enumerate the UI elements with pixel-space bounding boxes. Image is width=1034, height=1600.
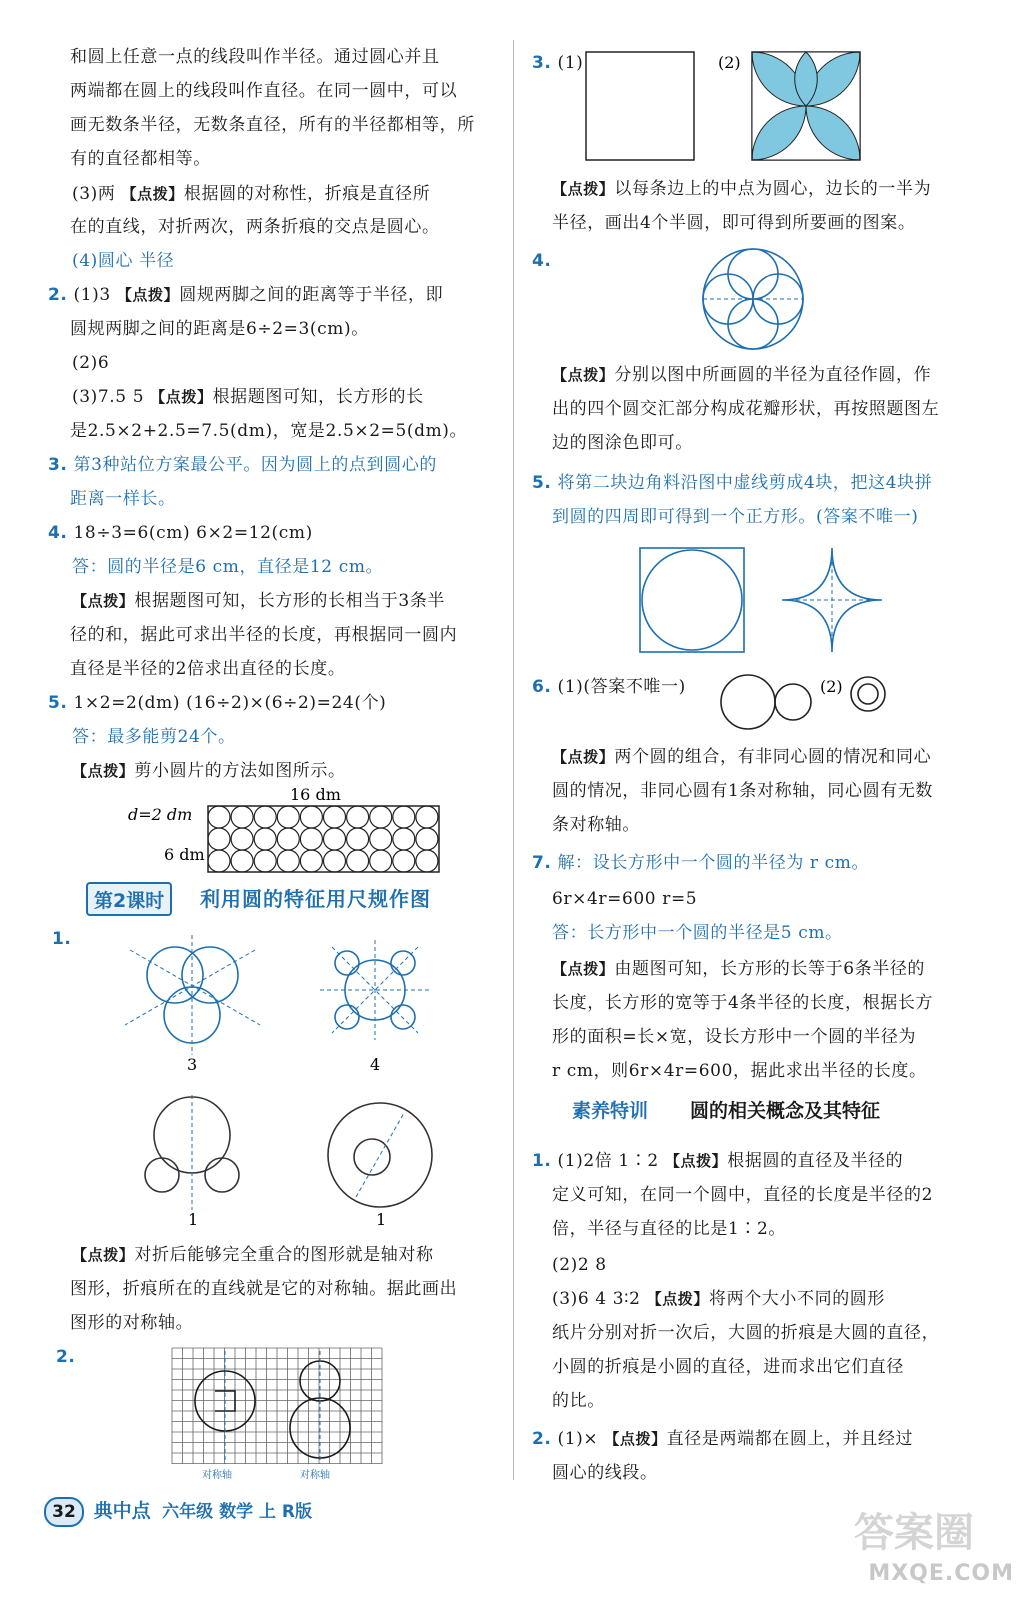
tip-text: 对折后能够完全重合的图形就是轴对称 [134,1245,434,1265]
calc-line: 1×2=2(dm) (16÷2)×(6÷2)=24(个) [73,693,387,713]
small-circle [231,828,253,850]
tip-text: r cm，则6r×4r=600，据此求出半径的长度。 [552,1061,927,1081]
small-circle [300,828,322,850]
tip-text: 以每条边上的中点为圆心，边长的一半为 [614,179,932,199]
small-circle [254,828,276,850]
answer-text: 答：圆的半径是6 cm，直径是12 cm。 [72,557,384,577]
tip-text: 图形，折痕所在的直线就是它的对称轴。据此画出 [70,1279,458,1299]
tip-text: 根据圆的对称性，折痕是直径所 [183,184,431,204]
two-circles-figure [700,672,890,730]
small-circle [231,806,253,828]
tip-marker: 【点拨】 [552,960,615,978]
axis-count-label: 1 [376,1210,387,1229]
question-number: 3. [48,455,68,475]
small-circle [393,850,415,872]
circle-grid-figure [120,786,480,862]
question-number: 2. [48,285,68,305]
answer-text: 解：设长方形中一个圆的半径为 r cm。 [557,853,870,873]
answer-text: 距离一样长。 [70,489,176,509]
axis-label: 对称轴 [202,1470,232,1481]
tip-text: 边的图涂色即可。 [552,433,693,453]
tip-text: 图形的对称轴。 [70,1313,194,1333]
question-7 [532,852,869,874]
small-circle [393,806,415,828]
small-circle [347,828,369,850]
page-footer [44,1496,312,1527]
tip-line [552,746,931,768]
tip-marker: 【点拨】 [121,185,184,203]
s-question-2 [532,1428,913,1450]
question-number: 2. [532,1429,552,1449]
question-number: 1. [532,1151,552,1171]
section-tag: 素养特训 [572,1100,649,1122]
tip-text: 根据题图可知，长方形的长相当于3条半 [134,591,446,611]
question-number: 6. [532,677,552,697]
lesson-title: 利用圆的特征用尺规作图 [200,887,431,911]
tip-marker: 【点拨】 [116,286,180,304]
tip-text: 出的四个圆交汇部分构成花瓣形状，再按照题图左 [552,399,940,419]
calc-line: 18÷3=6(cm) 6×2=12(cm) [73,523,313,543]
question-number: 4. [532,251,552,271]
small-circle [254,806,276,828]
column-divider [513,40,514,1480]
tip-marker: 【点拨】 [552,366,615,384]
small-circle [277,828,299,850]
tip-marker: 【点拨】 [646,1290,709,1308]
question-3 [532,52,583,74]
question-2 [48,284,443,306]
equation-line: 6r×4r=600 r=5 [552,889,698,909]
question-5 [48,692,386,714]
small-circle [416,828,438,850]
small-circle [324,828,346,850]
question-number: 5. [48,693,68,713]
text-line: 画无数条半径，无数条直径，所有的半径都相等，所 [70,115,475,135]
small-circle [208,850,230,872]
tip-marker: 【点拨】 [604,1430,667,1448]
tip-line [72,760,346,782]
answer-label: (1)× [557,1429,599,1449]
tip-text: 圆规两脚之间的距离是6÷2=3(cm)。 [70,319,369,339]
small-circle [231,850,253,872]
axis-count-label: 4 [370,1055,381,1074]
s-question-1 [532,1150,903,1172]
question-3 [48,454,437,476]
tip-text: 纸片分别对折一次后，大圆的折痕是大圆的直径， [552,1323,940,1343]
tip-text: 半径，画出4个半圆，即可得到所要画的图案。 [552,213,916,233]
tip-text: 是2.5×2+2.5=7.5(dm)，宽是2.5×2=5(dm)。 [70,421,468,441]
tip-marker: 【点拨】 [150,388,213,406]
small-circle [370,828,392,850]
small-circle [277,850,299,872]
tip-text: 小圆的折痕是小圆的直径，进而求出它们直径 [552,1357,904,1377]
answer-label: (3)6 4 3∶2 [552,1289,641,1309]
flower-figure [700,246,810,352]
tip-text: 将两个大小不同的圆形 [709,1289,885,1309]
answer-line: (2)6 [72,353,110,373]
axis-label: 对称轴 [300,1470,330,1481]
brand-logo: 典中点 [93,1500,151,1522]
small-circle [347,806,369,828]
answer-line [552,1288,885,1310]
answer-text: 答：长方形中一个圆的半径是5 cm。 [552,923,843,943]
axis-count-label: 1 [188,1210,199,1229]
length-label: 16 dm [290,785,341,804]
tip-text: 长度，长方形的宽等于4条半径的长度，根据长方 [552,993,934,1013]
tip-text: 分别以图中所画圆的半径为直径作圆，作 [614,365,932,385]
answer-label: (1)3 [73,285,111,305]
tip-marker: 【点拨】 [552,748,615,766]
tip-text: 直径是半径的2倍求出直径的长度。 [70,659,346,679]
tip-line [72,590,445,612]
question-number: 2. [56,1347,76,1367]
question-6 [532,676,686,698]
tip-text: 径的和，据此可求出半径的长度，再根据同一圆内 [70,625,458,645]
lesson-tag [86,882,172,916]
tip-marker: 【点拨】 [72,592,135,610]
small-circle [324,806,346,828]
answer-line [72,386,424,408]
question-number: 1. [52,929,72,949]
tip-text: 直径是两端都在圆上，并且经过 [666,1429,914,1449]
grid-figure [170,1346,385,1484]
answer-text: 答：最多能剪24个。 [72,727,236,747]
tip-text: 根据圆的直径及半径的 [727,1151,904,1171]
question-number: 7. [532,853,552,873]
tip-text: 圆规两脚之间的距离等于半径，即 [179,285,444,305]
tip-marker: 【点拨】 [552,180,615,198]
square-circle-figure [640,546,890,654]
tip-text: 条对称轴。 [552,815,640,835]
answer-label: (3)两 [72,184,116,204]
small-circle [277,806,299,828]
text-line: 和圆上任意一点的线段叫作半径。通过圆心并且 [70,47,440,67]
page-number: 32 [44,1497,84,1527]
question-number: 3. [532,53,552,73]
small-circle [254,850,276,872]
tip-line [552,178,931,200]
tip-marker: 【点拨】 [72,1246,135,1264]
tip-line [72,1244,434,1266]
circle-grid [208,806,439,872]
tip-text: 剪小圆片的方法如图所示。 [134,761,346,781]
part-label: (1) [557,53,584,73]
tip-text: 两个圆的组合，有非同心圆的情况和同心 [614,747,932,767]
tip-line [552,364,931,386]
small-circle [370,850,392,872]
small-circle [208,806,230,828]
tip-text: 由题图可知，长方形的长等于6条半径的 [614,959,926,979]
answer-label: (1)2倍 1∶2 [557,1151,659,1171]
answer-text: 第3种站位方案最公平。因为圆上的点到圆心的 [73,455,437,475]
answer-text: 到圆的四周即可得到一个正方形。(答案不唯一) [552,507,919,527]
tip-text: 形的面积=长×宽，设长方形中一个圆的半径为 [552,1027,917,1047]
tip-text: 根据题图可知，长方形的长 [212,387,424,407]
small-circle [300,850,322,872]
part-label: (2) [718,53,741,72]
tip-text: 圆的情况，非同心圆有1条对称轴，同心圆有无数 [552,781,934,801]
small-circle [416,806,438,828]
question-number: 5. [532,473,552,493]
small-circle [208,828,230,850]
square-pattern-figures [586,52,866,164]
answer-label: (3)7.5 5 [72,387,145,407]
text-line: 两端都在圆上的线段叫作直径。在同一圆中，可以 [70,81,458,101]
answer-line: (2)2 8 [552,1255,607,1275]
symmetry-figures [110,935,450,1235]
tip-text: 的比。 [552,1391,605,1411]
tip-text: 在的直线，对折两次，两条折痕的交点是圆心。 [70,217,440,237]
lesson-tag-text: 第2课时 [94,889,165,912]
tip-text: 定义可知，在同一个圆中，直径的长度是半径的2 [552,1185,934,1205]
small-circle [393,828,415,850]
section-title: 圆的相关概念及其特征 [690,1100,881,1122]
watermark-logo: 答案圈 [854,1510,974,1556]
part-label: (1)(答案不唯一) [557,677,686,697]
tip-text: 倍，半径与直径的比是1∶2。 [552,1219,787,1239]
answer-text: 将第二块边角料沿图中虚线剪成4块，把这4块拼 [557,473,933,493]
part-label: (2) [820,677,843,696]
small-circle [416,850,438,872]
question-4 [48,522,313,544]
answer-line: (4)圆心 半径 [72,251,175,271]
tip-marker: 【点拨】 [664,1152,728,1170]
small-circle [370,806,392,828]
tip-line [552,958,925,980]
small-circle [324,850,346,872]
small-circle [347,850,369,872]
question-number: 4. [48,523,68,543]
question-5 [532,472,932,494]
text-line: 有的直径都相等。 [70,149,211,169]
axis-count-label: 3 [187,1055,198,1074]
diameter-label: d=2 dm [128,805,193,824]
tip-text: 圆心的线段。 [552,1463,658,1483]
width-label: 6 dm [164,845,205,864]
series-label: 六年级 数学 上 R版 [162,1502,313,1522]
tip-marker: 【点拨】 [72,762,135,780]
small-circle [300,806,322,828]
answer-line [72,183,430,205]
watermark: MXQE.COM [868,1561,1014,1586]
